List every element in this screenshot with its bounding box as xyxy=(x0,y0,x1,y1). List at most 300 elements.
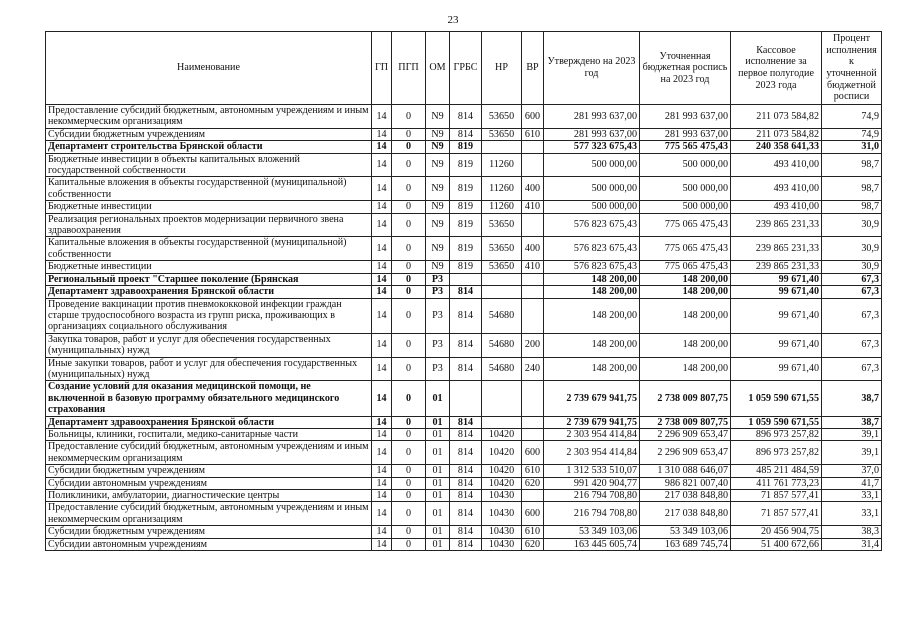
cell-grbs: 814 xyxy=(450,477,482,489)
cell-om: P3 xyxy=(426,333,450,357)
cell-gp: 14 xyxy=(372,213,392,237)
table-row xyxy=(46,128,882,140)
cell-name: Поликлиники, амбулатории, диагностические центры xyxy=(46,490,372,502)
cell-nr xyxy=(482,381,522,416)
cell-grbs: 814 xyxy=(450,286,482,298)
cell-nr: 53650 xyxy=(482,213,522,237)
cell-name: Субсидии бюджетным учреждениям xyxy=(46,465,372,477)
cell-grbs: 814 xyxy=(450,465,482,477)
cell-om: N9 xyxy=(426,201,450,213)
cell-approved: 576 823 675,43 xyxy=(544,261,640,273)
cell-approved: 2 739 679 941,75 xyxy=(544,416,640,428)
table-row xyxy=(46,477,882,489)
cell-om: 01 xyxy=(426,416,450,428)
cell-name: Иные закупки товаров, работ и услуг для обеспечения государственных (муниципальных) нужд xyxy=(46,357,372,381)
cell-pgp: 0 xyxy=(392,286,426,298)
cell-nr: 11260 xyxy=(482,153,522,177)
cell-cash: 211 073 584,82 xyxy=(731,105,822,129)
cell-refined: 217 038 848,80 xyxy=(640,502,731,526)
cell-gp: 14 xyxy=(372,273,392,285)
cell-gp: 14 xyxy=(372,261,392,273)
cell-refined: 148 200,00 xyxy=(640,333,731,357)
cell-pgp: 0 xyxy=(392,477,426,489)
cell-refined: 500 000,00 xyxy=(640,153,731,177)
cell-pgp: 0 xyxy=(392,273,426,285)
budget-table xyxy=(45,31,882,551)
cell-om: P3 xyxy=(426,357,450,381)
cell-percent: 31,0 xyxy=(822,141,882,153)
cell-grbs: 814 xyxy=(450,526,482,538)
cell-om: 01 xyxy=(426,502,450,526)
cell-cash: 493 410,00 xyxy=(731,177,822,201)
cell-grbs: 819 xyxy=(450,141,482,153)
cell-grbs: 819 xyxy=(450,213,482,237)
cell-grbs: 814 xyxy=(450,105,482,129)
cell-om: 01 xyxy=(426,490,450,502)
cell-grbs: 819 xyxy=(450,201,482,213)
cell-percent: 38,7 xyxy=(822,381,882,416)
table-row xyxy=(46,105,882,129)
cell-gp: 14 xyxy=(372,201,392,213)
cell-gp: 14 xyxy=(372,502,392,526)
cell-om: N9 xyxy=(426,153,450,177)
cell-grbs xyxy=(450,273,482,285)
cell-om: P3 xyxy=(426,273,450,285)
table-row xyxy=(46,416,882,428)
cell-vr: 240 xyxy=(522,357,544,381)
cell-vr: 610 xyxy=(522,465,544,477)
cell-vr: 400 xyxy=(522,237,544,261)
cell-pgp: 0 xyxy=(392,153,426,177)
cell-refined: 775 065 475,43 xyxy=(640,213,731,237)
cell-name: Бюджетные инвестиции в объекты капитальных вложений государственной собственности xyxy=(46,153,372,177)
cell-name: Предоставление субсидий бюджетным, автономным учреждениям и иным некоммерческим организациям xyxy=(46,502,372,526)
cell-name: Департамент здравоохранения Брянской области xyxy=(46,286,372,298)
cell-vr xyxy=(522,273,544,285)
cell-refined: 217 038 848,80 xyxy=(640,490,731,502)
cell-vr: 620 xyxy=(522,538,544,550)
cell-gp: 14 xyxy=(372,286,392,298)
cell-name: Капитальные вложения в объекты государственной (муниципальной) собственности xyxy=(46,177,372,201)
cell-pgp: 0 xyxy=(392,237,426,261)
cell-nr: 53650 xyxy=(482,128,522,140)
cell-approved: 500 000,00 xyxy=(544,153,640,177)
cell-name: Предоставление субсидий бюджетным, автономным учреждениям и иным некоммерческим организациям xyxy=(46,441,372,465)
cell-pgp: 0 xyxy=(392,490,426,502)
cell-nr: 10430 xyxy=(482,538,522,550)
cell-approved: 2 303 954 414,84 xyxy=(544,441,640,465)
cell-vr: 600 xyxy=(522,502,544,526)
cell-pgp: 0 xyxy=(392,105,426,129)
cell-cash: 1 059 590 671,55 xyxy=(731,416,822,428)
cell-grbs: 814 xyxy=(450,357,482,381)
cell-refined: 163 689 745,74 xyxy=(640,538,731,550)
col-header-refined: Уточненная бюджетная роспись на 2023 год xyxy=(640,32,731,105)
cell-grbs: 819 xyxy=(450,237,482,261)
cell-nr xyxy=(482,273,522,285)
cell-grbs: 814 xyxy=(450,490,482,502)
cell-refined: 281 993 637,00 xyxy=(640,105,731,129)
cell-nr: 10420 xyxy=(482,465,522,477)
cell-vr xyxy=(522,153,544,177)
cell-cash: 99 671,40 xyxy=(731,273,822,285)
cell-gp: 14 xyxy=(372,538,392,550)
cell-om: N9 xyxy=(426,177,450,201)
table-row xyxy=(46,201,882,213)
cell-name: Департамент здравоохранения Брянской области xyxy=(46,416,372,428)
table-body xyxy=(46,105,882,551)
cell-grbs: 814 xyxy=(450,538,482,550)
cell-om: 01 xyxy=(426,526,450,538)
cell-cash: 896 973 257,82 xyxy=(731,441,822,465)
cell-percent: 74,9 xyxy=(822,128,882,140)
cell-pgp: 0 xyxy=(392,538,426,550)
cell-approved: 500 000,00 xyxy=(544,177,640,201)
cell-grbs: 814 xyxy=(450,128,482,140)
cell-vr xyxy=(522,428,544,440)
cell-vr xyxy=(522,286,544,298)
cell-grbs: 819 xyxy=(450,261,482,273)
cell-name: Бюджетные инвестиции xyxy=(46,201,372,213)
cell-percent: 39,1 xyxy=(822,428,882,440)
cell-percent: 31,4 xyxy=(822,538,882,550)
cell-grbs: 819 xyxy=(450,153,482,177)
cell-approved: 148 200,00 xyxy=(544,286,640,298)
cell-vr: 400 xyxy=(522,177,544,201)
page-number: 23 xyxy=(447,14,459,26)
cell-approved: 148 200,00 xyxy=(544,298,640,333)
cell-cash: 493 410,00 xyxy=(731,153,822,177)
cell-nr: 54680 xyxy=(482,357,522,381)
cell-percent: 67,3 xyxy=(822,286,882,298)
cell-refined: 148 200,00 xyxy=(640,357,731,381)
cell-approved: 577 323 675,43 xyxy=(544,141,640,153)
cell-gp: 14 xyxy=(372,105,392,129)
cell-pgp: 0 xyxy=(392,141,426,153)
cell-refined: 281 993 637,00 xyxy=(640,128,731,140)
cell-percent: 67,3 xyxy=(822,273,882,285)
table-row xyxy=(46,333,882,357)
cell-name: Больницы, клиники, госпитали, медико-санитарные части xyxy=(46,428,372,440)
cell-gp: 14 xyxy=(372,298,392,333)
cell-approved: 281 993 637,00 xyxy=(544,128,640,140)
cell-cash: 71 857 577,41 xyxy=(731,502,822,526)
cell-name: Реализация региональных проектов модернизации первичного звена здравоохранения xyxy=(46,213,372,237)
cell-pgp: 0 xyxy=(392,441,426,465)
cell-approved: 148 200,00 xyxy=(544,357,640,381)
cell-gp: 14 xyxy=(372,177,392,201)
col-header-cash: Кассовое исполнение за первое полугодие 2023 года xyxy=(731,32,822,105)
cell-approved: 2 303 954 414,84 xyxy=(544,428,640,440)
cell-refined: 775 065 475,43 xyxy=(640,237,731,261)
table-row xyxy=(46,261,882,273)
cell-approved: 281 993 637,00 xyxy=(544,105,640,129)
cell-pgp: 0 xyxy=(392,298,426,333)
table-row xyxy=(46,141,882,153)
cell-refined: 2 738 009 807,75 xyxy=(640,416,731,428)
cell-refined: 148 200,00 xyxy=(640,286,731,298)
cell-grbs: 814 xyxy=(450,428,482,440)
cell-name: Создание условий для оказания медицинской помощи, не включенной в базовую программу обязательного медицинского страхования xyxy=(46,381,372,416)
cell-cash: 896 973 257,82 xyxy=(731,428,822,440)
cell-nr: 10430 xyxy=(482,526,522,538)
cell-pgp: 0 xyxy=(392,502,426,526)
cell-om: N9 xyxy=(426,105,450,129)
col-header-pgp: ПГП xyxy=(392,32,426,105)
cell-approved: 148 200,00 xyxy=(544,273,640,285)
cell-refined: 148 200,00 xyxy=(640,298,731,333)
cell-gp: 14 xyxy=(372,357,392,381)
cell-om: 01 xyxy=(426,538,450,550)
cell-name: Субсидии автономным учреждениям xyxy=(46,477,372,489)
cell-name: Предоставление субсидий бюджетным, автономным учреждениям и иным некоммерческим организациям xyxy=(46,105,372,129)
table-row xyxy=(46,538,882,550)
cell-om: 01 xyxy=(426,477,450,489)
cell-cash: 99 671,40 xyxy=(731,333,822,357)
cell-percent: 98,7 xyxy=(822,201,882,213)
cell-nr: 53650 xyxy=(482,237,522,261)
col-header-gp: ГП xyxy=(372,32,392,105)
col-header-name: Наименование xyxy=(46,32,372,105)
cell-approved: 576 823 675,43 xyxy=(544,213,640,237)
col-header-om: ОМ xyxy=(426,32,450,105)
col-header-nr: НР xyxy=(482,32,522,105)
cell-om: P3 xyxy=(426,298,450,333)
cell-vr xyxy=(522,298,544,333)
cell-refined: 500 000,00 xyxy=(640,201,731,213)
cell-gp: 14 xyxy=(372,416,392,428)
cell-nr: 11260 xyxy=(482,177,522,201)
cell-cash: 1 059 590 671,55 xyxy=(731,381,822,416)
cell-name: Субсидии автономным учреждениям xyxy=(46,538,372,550)
cell-nr xyxy=(482,286,522,298)
cell-nr: 10430 xyxy=(482,490,522,502)
table-row xyxy=(46,381,882,416)
table-row xyxy=(46,428,882,440)
cell-grbs: 814 xyxy=(450,298,482,333)
cell-pgp: 0 xyxy=(392,128,426,140)
table-row xyxy=(46,177,882,201)
table-row xyxy=(46,441,882,465)
cell-approved: 991 420 904,77 xyxy=(544,477,640,489)
cell-cash: 71 857 577,41 xyxy=(731,490,822,502)
cell-om: N9 xyxy=(426,128,450,140)
table-row xyxy=(46,357,882,381)
cell-percent: 37,0 xyxy=(822,465,882,477)
cell-name: Региональный проект "Старшее поколение (Брянская xyxy=(46,273,372,285)
col-header-percent: Процент исполнения к уточненной бюджетной росписи xyxy=(822,32,882,105)
cell-nr: 10420 xyxy=(482,477,522,489)
cell-grbs: 814 xyxy=(450,502,482,526)
cell-om: P3 xyxy=(426,286,450,298)
cell-pgp: 0 xyxy=(392,357,426,381)
cell-refined: 2 738 009 807,75 xyxy=(640,381,731,416)
cell-om: 01 xyxy=(426,441,450,465)
cell-gp: 14 xyxy=(372,153,392,177)
col-header-grbs: ГРБС xyxy=(450,32,482,105)
cell-gp: 14 xyxy=(372,428,392,440)
cell-om: 01 xyxy=(426,381,450,416)
cell-vr: 610 xyxy=(522,128,544,140)
cell-cash: 239 865 231,33 xyxy=(731,213,822,237)
cell-percent: 67,3 xyxy=(822,333,882,357)
table-row xyxy=(46,502,882,526)
cell-percent: 74,9 xyxy=(822,105,882,129)
cell-pgp: 0 xyxy=(392,381,426,416)
cell-name: Закупка товаров, работ и услуг для обеспечения государственных (муниципальных) нужд xyxy=(46,333,372,357)
cell-percent: 30,9 xyxy=(822,261,882,273)
cell-gp: 14 xyxy=(372,526,392,538)
cell-pgp: 0 xyxy=(392,465,426,477)
col-header-approved: Утверждено на 2023 год xyxy=(544,32,640,105)
cell-cash: 51 400 672,66 xyxy=(731,538,822,550)
table-row xyxy=(46,490,882,502)
table-row xyxy=(46,213,882,237)
cell-approved: 1 312 533 510,07 xyxy=(544,465,640,477)
table-row xyxy=(46,298,882,333)
cell-nr: 54680 xyxy=(482,333,522,357)
cell-vr: 600 xyxy=(522,105,544,129)
table-row xyxy=(46,526,882,538)
cell-percent: 67,3 xyxy=(822,357,882,381)
cell-gp: 14 xyxy=(372,141,392,153)
cell-gp: 14 xyxy=(372,381,392,416)
cell-pgp: 0 xyxy=(392,177,426,201)
cell-refined: 148 200,00 xyxy=(640,273,731,285)
cell-cash: 493 410,00 xyxy=(731,201,822,213)
cell-pgp: 0 xyxy=(392,201,426,213)
cell-cash: 99 671,40 xyxy=(731,298,822,333)
cell-gp: 14 xyxy=(372,441,392,465)
cell-percent: 30,9 xyxy=(822,237,882,261)
cell-refined: 53 349 103,06 xyxy=(640,526,731,538)
cell-om: N9 xyxy=(426,213,450,237)
cell-gp: 14 xyxy=(372,490,392,502)
cell-vr xyxy=(522,490,544,502)
table-header-row xyxy=(46,32,882,105)
cell-vr: 410 xyxy=(522,201,544,213)
cell-cash: 99 671,40 xyxy=(731,357,822,381)
cell-gp: 14 xyxy=(372,237,392,261)
cell-approved: 500 000,00 xyxy=(544,201,640,213)
cell-nr: 10420 xyxy=(482,428,522,440)
cell-cash: 485 211 484,59 xyxy=(731,465,822,477)
cell-name: Субсидии бюджетным учреждениям xyxy=(46,526,372,538)
cell-pgp: 0 xyxy=(392,333,426,357)
cell-vr: 410 xyxy=(522,261,544,273)
cell-nr xyxy=(482,416,522,428)
cell-cash: 411 761 773,23 xyxy=(731,477,822,489)
table-row xyxy=(46,273,882,285)
cell-nr: 53650 xyxy=(482,105,522,129)
cell-gp: 14 xyxy=(372,465,392,477)
cell-vr: 600 xyxy=(522,441,544,465)
cell-grbs: 814 xyxy=(450,416,482,428)
cell-approved: 53 349 103,06 xyxy=(544,526,640,538)
cell-nr: 11260 xyxy=(482,201,522,213)
cell-gp: 14 xyxy=(372,128,392,140)
cell-vr: 200 xyxy=(522,333,544,357)
cell-om: N9 xyxy=(426,141,450,153)
cell-percent: 33,1 xyxy=(822,502,882,526)
cell-refined: 2 296 909 653,47 xyxy=(640,441,731,465)
table-row xyxy=(46,237,882,261)
cell-name: Капитальные вложения в объекты государственной (муниципальной) собственности xyxy=(46,237,372,261)
cell-cash: 99 671,40 xyxy=(731,286,822,298)
cell-percent: 38,7 xyxy=(822,416,882,428)
cell-om: 01 xyxy=(426,428,450,440)
cell-percent: 39,1 xyxy=(822,441,882,465)
cell-refined: 1 310 088 646,07 xyxy=(640,465,731,477)
table-row xyxy=(46,286,882,298)
cell-om: N9 xyxy=(426,261,450,273)
cell-percent: 98,7 xyxy=(822,153,882,177)
cell-cash: 239 865 231,33 xyxy=(731,261,822,273)
cell-grbs xyxy=(450,381,482,416)
cell-om: 01 xyxy=(426,465,450,477)
cell-vr xyxy=(522,213,544,237)
cell-cash: 20 456 904,75 xyxy=(731,526,822,538)
cell-percent: 30,9 xyxy=(822,213,882,237)
cell-cash: 240 358 641,33 xyxy=(731,141,822,153)
cell-approved: 163 445 605,74 xyxy=(544,538,640,550)
cell-cash: 239 865 231,33 xyxy=(731,237,822,261)
cell-approved: 216 794 708,80 xyxy=(544,502,640,526)
cell-approved: 148 200,00 xyxy=(544,333,640,357)
cell-approved: 2 739 679 941,75 xyxy=(544,381,640,416)
table-row xyxy=(46,153,882,177)
cell-approved: 216 794 708,80 xyxy=(544,490,640,502)
cell-grbs: 814 xyxy=(450,333,482,357)
cell-vr: 620 xyxy=(522,477,544,489)
cell-refined: 2 296 909 653,47 xyxy=(640,428,731,440)
cell-pgp: 0 xyxy=(392,526,426,538)
cell-refined: 986 821 007,40 xyxy=(640,477,731,489)
cell-refined: 775 565 475,43 xyxy=(640,141,731,153)
cell-pgp: 0 xyxy=(392,428,426,440)
cell-refined: 775 065 475,43 xyxy=(640,261,731,273)
cell-gp: 14 xyxy=(372,333,392,357)
cell-name: Проведение вакцинации против пневмококковой инфекции граждан старше трудоспособного возраста из групп риска, проживающих в организациях социального обслуживания xyxy=(46,298,372,333)
cell-name: Субсидии бюджетным учреждениям xyxy=(46,128,372,140)
cell-percent: 67,3 xyxy=(822,298,882,333)
cell-pgp: 0 xyxy=(392,261,426,273)
cell-nr: 10430 xyxy=(482,502,522,526)
cell-vr: 610 xyxy=(522,526,544,538)
cell-name: Бюджетные инвестиции xyxy=(46,261,372,273)
cell-percent: 33,1 xyxy=(822,490,882,502)
cell-vr xyxy=(522,141,544,153)
cell-nr: 53650 xyxy=(482,261,522,273)
cell-vr xyxy=(522,416,544,428)
cell-percent: 41,7 xyxy=(822,477,882,489)
table-row xyxy=(46,465,882,477)
cell-percent: 38,3 xyxy=(822,526,882,538)
cell-approved: 576 823 675,43 xyxy=(544,237,640,261)
cell-gp: 14 xyxy=(372,477,392,489)
cell-nr: 10420 xyxy=(482,441,522,465)
cell-pgp: 0 xyxy=(392,213,426,237)
cell-nr: 54680 xyxy=(482,298,522,333)
cell-om: N9 xyxy=(426,237,450,261)
cell-nr xyxy=(482,141,522,153)
cell-pgp: 0 xyxy=(392,416,426,428)
cell-percent: 98,7 xyxy=(822,177,882,201)
cell-vr xyxy=(522,381,544,416)
cell-name: Департамент строительства Брянской области xyxy=(46,141,372,153)
cell-cash: 211 073 584,82 xyxy=(731,128,822,140)
cell-grbs: 819 xyxy=(450,177,482,201)
